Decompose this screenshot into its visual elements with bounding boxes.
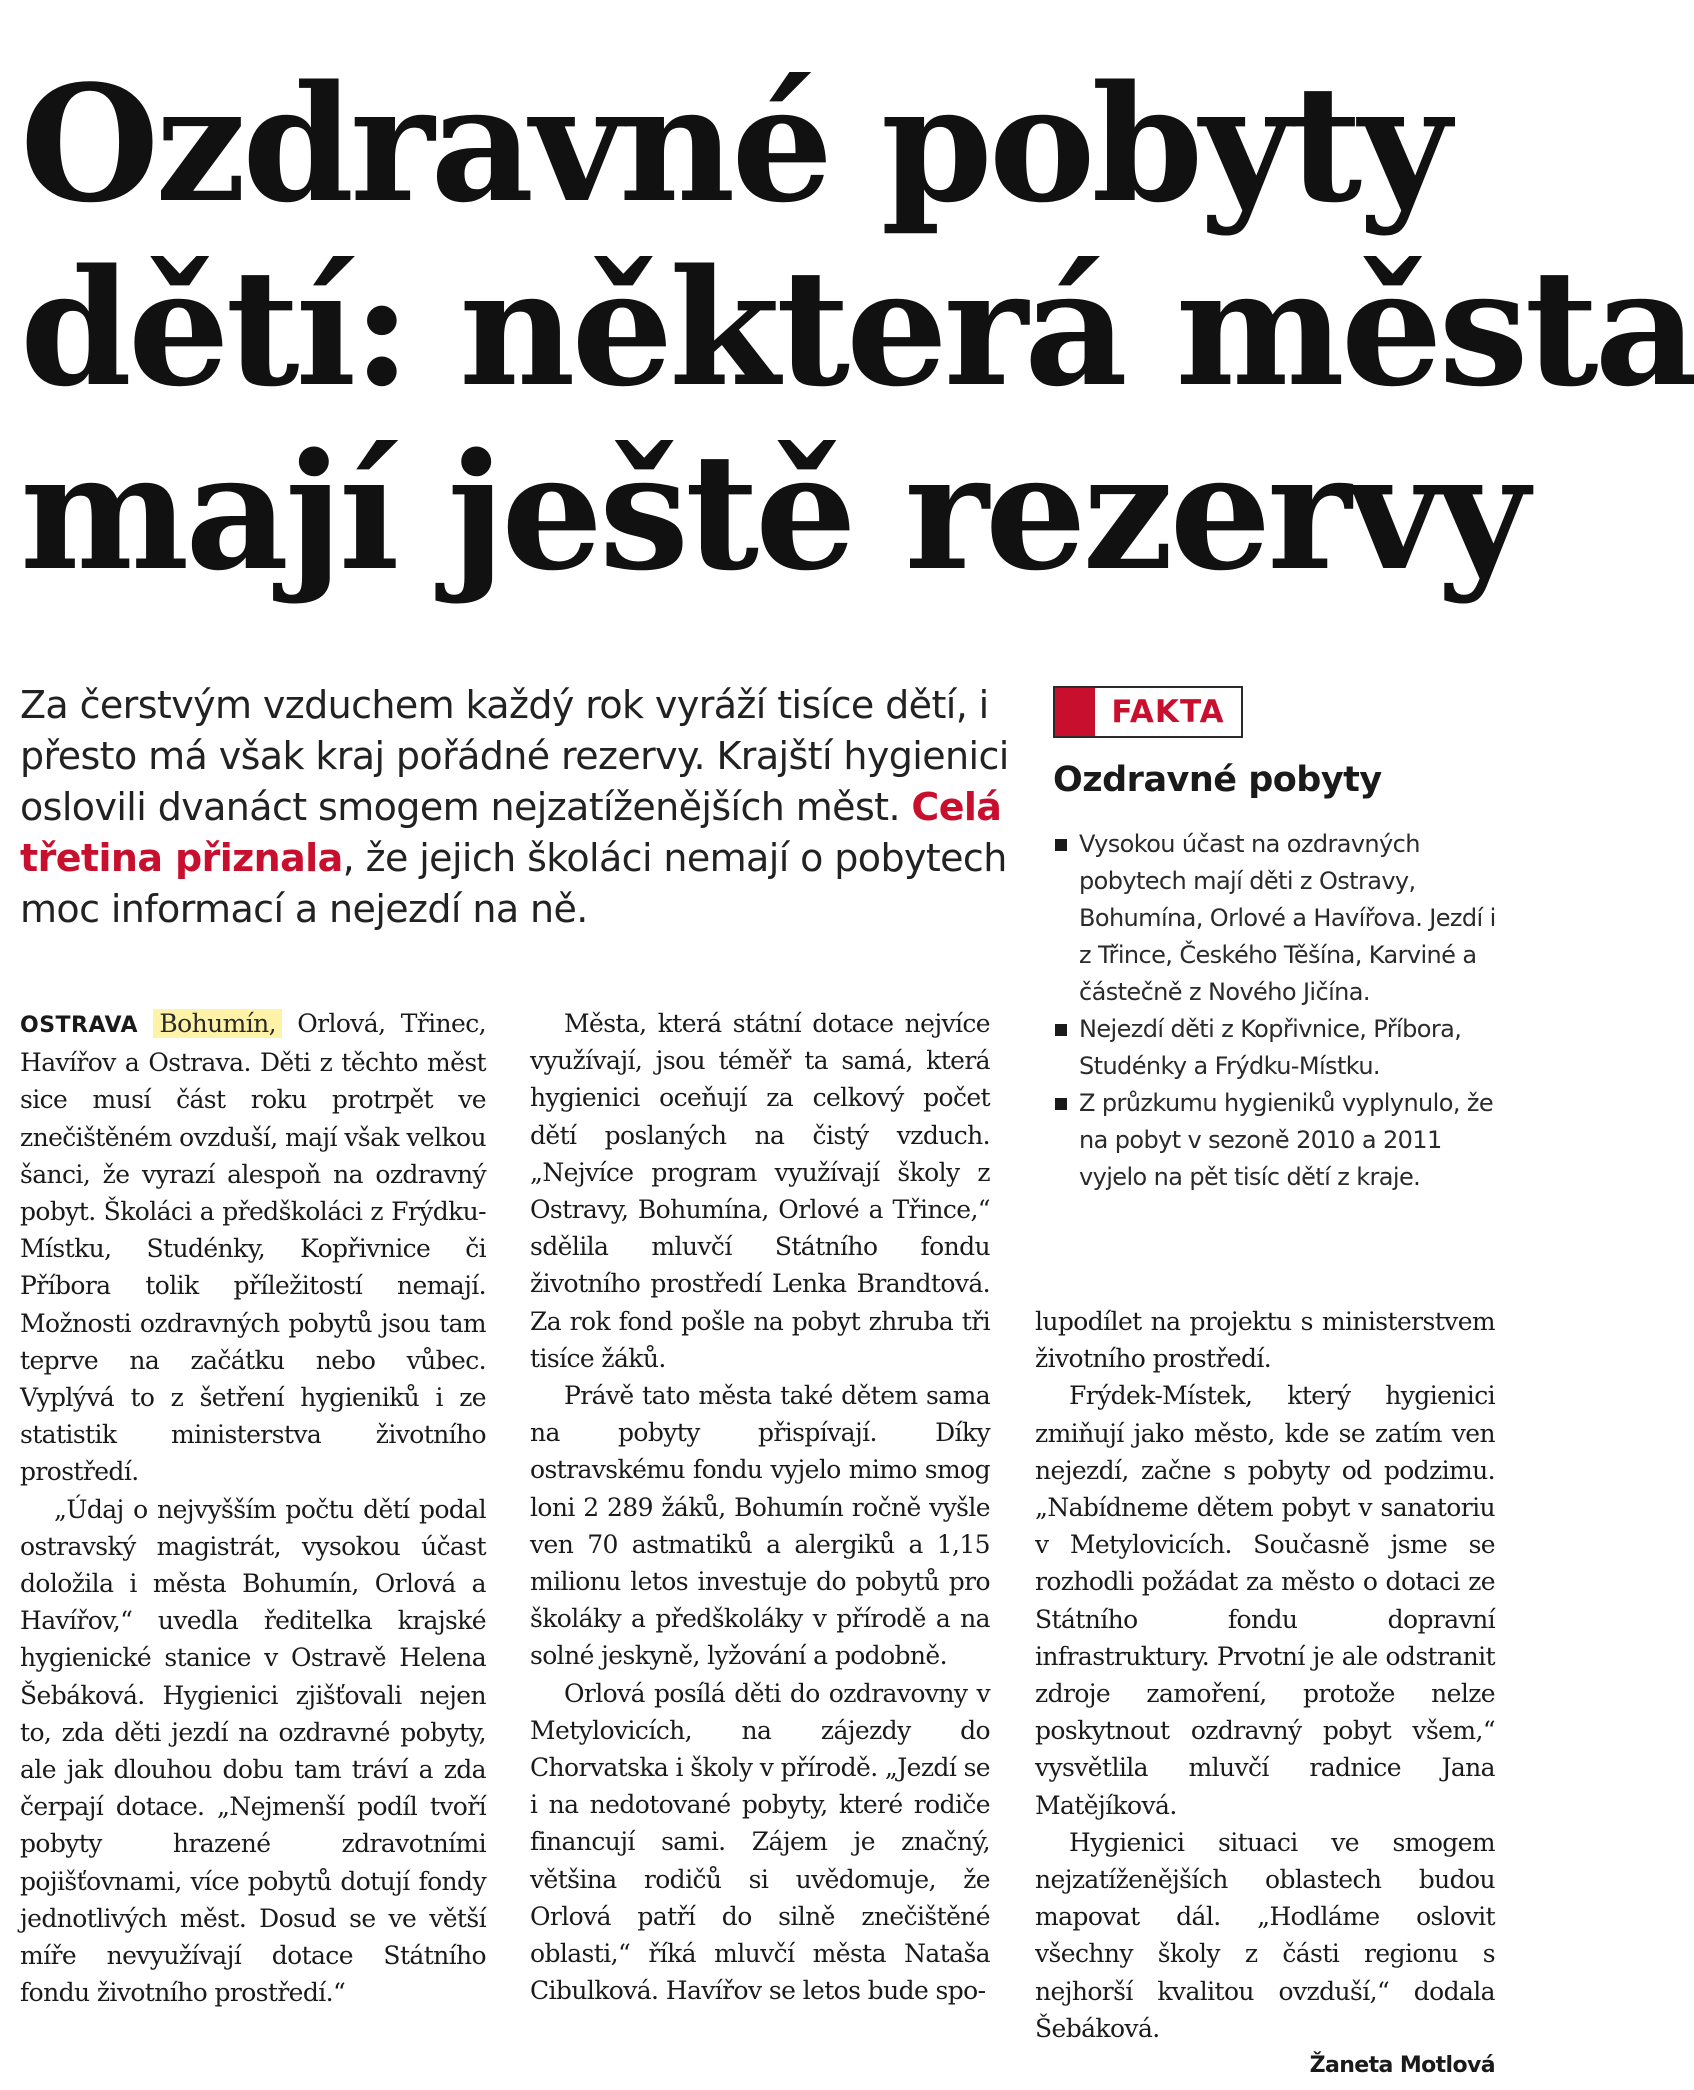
headline-line-1: Ozdravné pobyty <box>20 50 1448 238</box>
fakta-item <box>1053 826 1513 1011</box>
lead-paragraph <box>20 680 1020 935</box>
article-paragraph: Frýdek-Místek, který hygienici zmiňují jako město, kde se zatím ven nejezdí, začne s pobyty od podzimu. „Nabídneme dětem pobyt v sanatoriu v Metylovicích. Současně jsme se rozhodli požádat za město o dotaci ze Státního fondu dopravní infrastruktury. Prvotní je ale odstranit zdroje zamoření, protože nelze poskytnout ozdravný pobyt všem,“ vysvětlila mluvčí radnice Jana Matějíková. <box>1035 1381 1495 1820</box>
article-paragraph: Orlová posílá děti do ozdravovny v Metylovicích, na zájezdy do Chorvatska i školy v přírodě. „Jezdí se i na nedotované pobyty, které rodiče financují sami. Zájem je značný, většina rodičů si uvědomuje, že Orlová patří do silně znečištěné oblasti,“ říká mluvčí města Nataša Cibulková. Havířov se letos bude spo- <box>530 1678 990 2006</box>
article-column-3 <box>1035 1303 1495 2084</box>
fakta-item-text: Vysokou účast na ozdravných pobytech mají děti z Ostravy, Bohumína, Orlové a Havířova. Jezdí i z Třince, Českého Těšína, Karviné a částečně z Nového Jičína. <box>1079 830 1496 1006</box>
bullet-square-icon <box>1055 1024 1067 1036</box>
dateline: OSTRAVA <box>20 1013 139 1038</box>
headline <box>20 50 1694 606</box>
headline-line-2: dětí: některá města <box>20 234 1694 422</box>
paragraph-text: Orlová, Třinec, Havířov a Ostrava. Děti z těchto měst sice musí část roku protrpět ve znečištěném ovzduší, mají však velkou šanci, že vyrazí alespoň na ozdravný pobyt. Školáci a předškoláci z Frýdku-Místku, Studénky, Kopřivnice či Příbora tolik příležitostí nemají. Možnosti ozdravných pobytů jsou tam teprve na začátku nebo vůbec. Vyplývá to z šetření hygieniků i ze statistik ministerstva životního prostředí. <box>20 1009 486 1487</box>
article-paragraph: „Údaj o nejvyšším počtu dětí podal ostravský magistrát, vysokou účast doložila i města Bohumín, Orlová a Havířov,“ uvedla ředitelka krajské hygienické stanice v Ostravě Helena Šebáková. Hygienici zjišťovali nejen to, zda děti jezdí na ozdravné pobyty, ale jak dlouhou dobu tam tráví a zda čerpají dotace. „Nejmenší podíl tvoří pobyty hrazené zdravotními pojišťovnami, více pobytů dotují fondy jednotlivých měst. Dosud se ve větší míře nevyužívají dotace Státního fondu životního prostředí.“ <box>20 1494 486 2008</box>
highlighted-word: Bohumín, <box>153 1009 282 1038</box>
fakta-list <box>1053 826 1513 1196</box>
bullet-square-icon <box>1055 839 1067 851</box>
lead-highlight: Celá třetina přiznala <box>20 785 1002 880</box>
fakta-item <box>1053 1011 1513 1085</box>
fakta-item-text: Z průzkumu hygieniků vyplynulo, že na pobyt v sezoně 2010 a 2011 vyjelo na pět tisíc dětí z kraje. <box>1079 1089 1494 1191</box>
article-column-1 <box>20 1005 486 2011</box>
article-paragraph: Hygienici situaci ve smogem nejzatíženějších oblastech budou mapovat dál. „Hodláme oslovit všechny školy z části regionu s nejhorší kvalitou ovzduší,“ dodala Šebáková. <box>1035 1827 1495 2043</box>
fakta-item-text: Nejezdí děti z Kopřivnice, Příbora, Studénky a Frýdku-Místku. <box>1079 1015 1462 1080</box>
headline-line-3: mají ještě rezervy <box>20 418 1526 606</box>
author-byline: Žaneta Motlová <box>1309 2053 1495 2079</box>
article-column-2 <box>530 1005 990 2009</box>
article-paragraph: lupodílet na projektu s ministerstvem životního prostředí. <box>1035 1307 1495 1374</box>
fakta-item <box>1053 1085 1513 1196</box>
article-paragraph <box>20 1005 486 1491</box>
lead-text-end: , že jejich školáci nemají o pobytech moc informací a nejezdí na ně. <box>20 836 1007 931</box>
fakta-label: FAKTA <box>1111 694 1225 730</box>
article-paragraph: Města, která státní dotace nejvíce využívají, jsou téměř ta samá, která hygienici oceňují za celkový počet dětí poslaných na čistý vzduch. „Nejvíce program využívají školy z Ostravy, Bohumína, Orlové a Třince,“ sdělila mluvčí Státního fondu životního prostředí Lenka Brandtová. Za rok fond pošle na pobyt zhruba tři tisíce žáků. <box>530 1009 990 1373</box>
fakta-title: Ozdravné pobyty <box>1053 760 1382 800</box>
fakta-red-square <box>1055 688 1095 736</box>
lead-text: Za čerstvým vzduchem každý rok vyráží tisíce dětí, i přesto má však kraj pořádné rezervy. Krajští hygienici oslovili dvanáct smogem nejzatíženějších měst. <box>20 683 1009 829</box>
bullet-square-icon <box>1055 1098 1067 1110</box>
fakta-tag <box>1053 686 1243 738</box>
article-paragraph: Právě tato města také dětem sama na pobyty přispívají. Díky ostravskému fondu vyjelo mimo smog loni 2 289 žáků, Bohumín ročně vyšle ven 70 astmatiků a alergiků a 1,15 milionu letos investuje do pobytů pro školáky a předškoláky v přírodě a na solné jeskyně, lyžování a podobně. <box>530 1381 990 1671</box>
